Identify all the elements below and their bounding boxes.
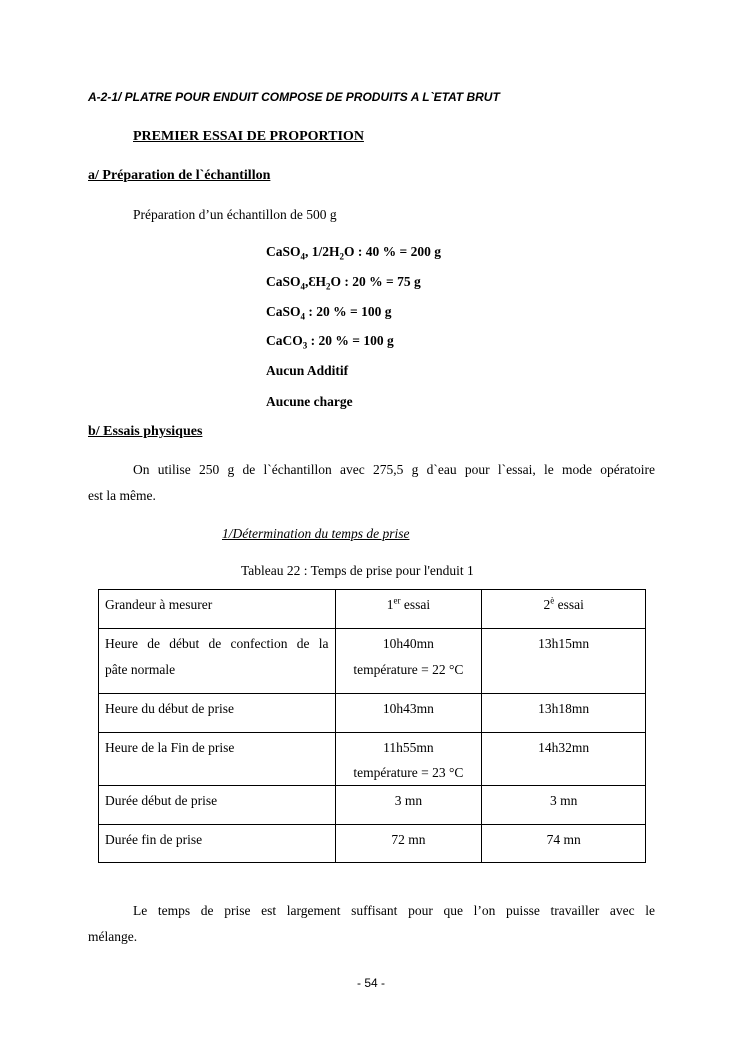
row-value-2: 13h18mn [482,694,646,733]
table-caption: Tableau 22 : Temps de prise pour l'enduit 1 [241,563,474,578]
header-first-trial: 1er essai [335,590,482,629]
row-label: Heure du début de prise [99,694,336,733]
row-value-1: 11h55mn température = 23 °C [335,733,482,786]
row-label: Durée fin de prise [99,825,336,863]
header-quantity: Grandeur à mesurer [99,590,336,629]
paragraph-line-2: est la même. [88,488,156,503]
row-value-2: 14h32mn [482,733,646,786]
header-second-trial: $2^è$ essai [482,590,646,629]
table-row [99,786,646,825]
part-b-title: b/ Essais physiques [88,424,203,439]
row-value-2: 3 mn [482,786,646,825]
composition-line-4: CaCO$_3$ : 20 % = 100 g [266,333,394,351]
row-value-1: 10h40mn température = 22 °C [335,629,482,694]
setting-time-table [98,589,646,863]
subsection-title: 1/Détermination du temps de prise [222,526,410,541]
page-number: - 54 - [357,976,386,990]
conclusion-line-2: mélange. [88,929,138,944]
row-value-1: 72 mn [335,825,482,863]
part-a-title: a/ Préparation de l`échantillon [88,168,271,183]
table-row [99,733,646,786]
no-charge: Aucune charge [266,394,353,409]
no-additive: Aucun Additif [266,363,349,378]
row-value-2: 13h15mn [482,629,646,694]
table-row [99,825,646,863]
composition-line-2: $CaSO_4,ƐH_2O$ : 20 % = 75 g [266,274,421,292]
conclusion-line-1: Le temps de prise est largement suffisant pour que l’on puisse travailler avec le [133,903,655,918]
row-label: Heure de début de confection de la pâte normale [99,629,336,694]
essay-title: PREMIER ESSAI DE PROPORTION [133,129,364,144]
composition-line-3: CaSO$_4$ : 20 % = 100 g [266,304,392,322]
row-value-1: 3 mn [335,786,482,825]
row-label: Heure de la Fin de prise [99,733,336,786]
row-label: Durée début de prise [99,786,336,825]
row-value-2: 74 mn [482,825,646,863]
composition-line-1: CaSO$_4$, $1/2H_2O$ : 40 % = 200 g [266,244,441,262]
row-value-1: 10h43mn [335,694,482,733]
section-heading: A-2-1/ PLATRE POUR ENDUIT COMPOSE DE PRODUITS A L`ETAT BRUT [88,90,500,104]
table-header-row [99,590,646,629]
sample-intro: Préparation d’un échantillon de 500 g [133,207,337,222]
table-row [99,694,646,733]
paragraph-line-1: On utilise 250 g de l`échantillon avec 275,5 g d`eau pour l`essai, le mode opératoire [133,462,655,477]
table-row [99,629,646,694]
